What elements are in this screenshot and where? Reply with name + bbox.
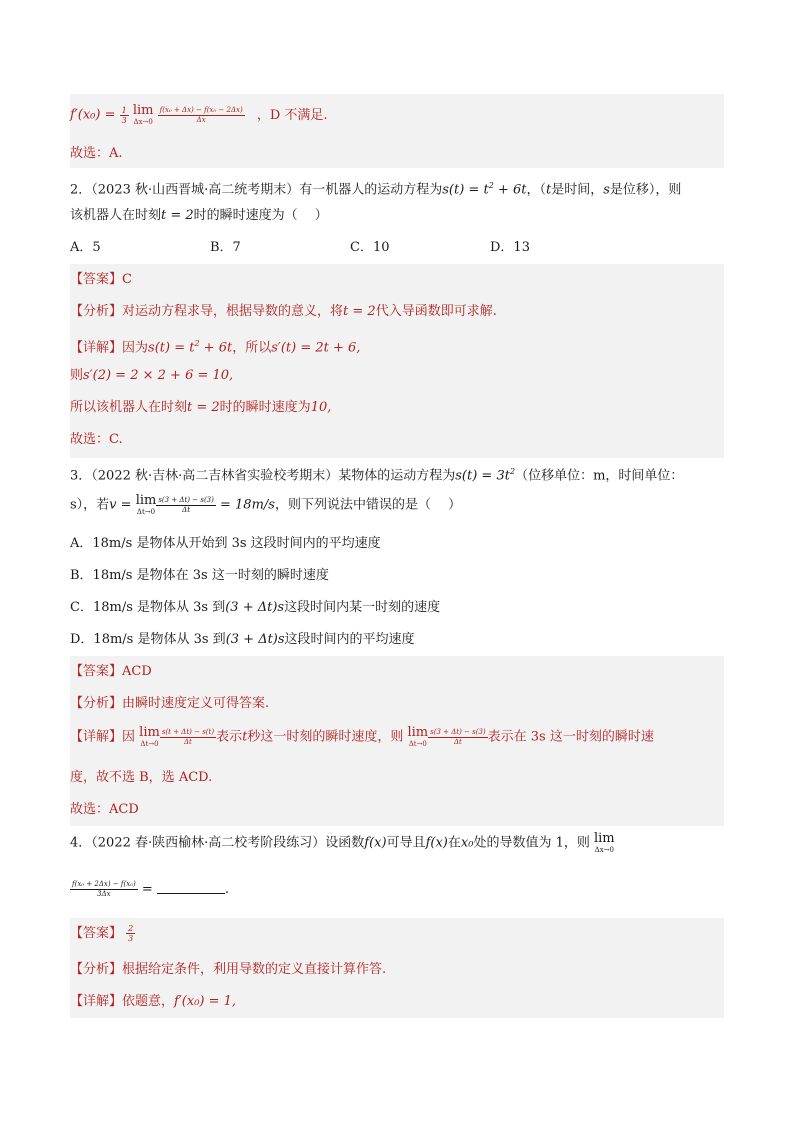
q2-option-c[interactable]: C．10 <box>350 240 390 255</box>
q3-stem-line2: s），若v = lim Δt→0 $\frac{s(3 + \Delta t) - s(3)}{\Delta t}$ = 18m/s，则下列说法中错误的是（ ） <box>70 493 462 516</box>
solution-shade-q2 <box>70 264 724 458</box>
frac-q3: $\frac{s(3 + \Delta t) - s(3)}{\Delta t}$ <box>158 495 214 514</box>
q2-detail-3: 所以该机器人在时刻t = 2时的瞬时速度为10, <box>70 400 332 415</box>
frac-q3-detail-b: $\frac{s(3 + \Delta t) - s(3)}{\Delta t}$ <box>430 727 486 746</box>
answer-two-thirds: $\frac{2}{3}$ <box>128 924 134 943</box>
lim-q4: lim Δx→0 <box>593 831 615 854</box>
q3-option-c[interactable]: C．18m/s 是物体从 3s 到(3 + Δt)s这段时间内某一时刻的速度 <box>70 600 441 615</box>
q4-analysis: 【分析】根据给定条件，利用导数的定义直接计算作答. <box>70 962 387 977</box>
q2-option-b[interactable]: B．7 <box>210 240 241 255</box>
q1-formula-line <box>70 104 328 126</box>
q2-conclusion: 故选：C. <box>70 432 123 447</box>
q4-detail-1: 【详解】依题意，f′(x₀) = 1, <box>70 994 237 1009</box>
q3-stem-line1: 3．（2022 秋·吉林·高二吉林省实验校考期末）某物体的运动方程为$s(t) = 3t^2$（位移单位：m，时间单位： <box>70 467 684 484</box>
q1-conclusion: 故选：A. <box>70 146 123 161</box>
lim-q1: lim Δx→0 <box>132 103 154 126</box>
q2-stem-line2: 该机器人在时刻t = 2时的瞬时速度为（ ） <box>70 208 328 223</box>
lim-q3-detail-a: lim Δt→0 <box>139 725 160 748</box>
f-prime-x0: f′(x₀) = <box>70 107 116 123</box>
frac-q3-detail-a: $\frac{s(t + \Delta t) - s(t)}{\Delta t}$ <box>161 727 215 746</box>
q2-options <box>70 238 630 258</box>
lim-q3-detail-b: lim Δt→0 <box>407 725 429 748</box>
q2-detail-2: 则s′(2) = 2 × 2 + 6 = 10, <box>70 368 234 383</box>
frac-q1: $\frac{\text{f(x₀ + Δx) − f(x₀ − 2Δx)}}{\Delta x}$ <box>159 105 243 124</box>
q2-option-d[interactable]: D．13 <box>490 240 530 255</box>
q3-detail-1: 【详解】因 lim Δt→0 $\frac{s(t + \Delta t) - s(t)}{\Delta t}$ 表示t秒这一时刻的瞬时速度，则 lim Δt→0 $\frac{s(3 + \Delta t) - s(3)}{\Delta t}$ 表示在 3s 这一时刻的瞬时速 <box>70 725 654 748</box>
q1-tail-text: ，D 不满足. <box>256 107 328 123</box>
q4-stem-line2: $\frac{\text{f(x₀ + 2Δx) − f(x₀)}}{3\Delta x}$ = . <box>72 880 230 898</box>
q2-answer: 【答案】C <box>70 272 132 287</box>
lim-q3: lim Δt→0 <box>135 493 157 516</box>
one-third: $\frac{1}{3}$ <box>121 105 127 125</box>
q3-option-a[interactable]: A．18m/s 是物体从开始到 3s 这段时间内的平均速度 <box>70 536 381 551</box>
q2-analysis: 【分析】对运动方程求导，根据导数的意义，将t = 2代入导函数即可求解. <box>70 304 497 319</box>
q3-detail-2: 度，故不选 B，选 ACD. <box>70 770 213 785</box>
frac-q4: $\frac{\text{f(x₀ + 2Δx) − f(x₀)}}{3\Delta x}$ <box>72 880 136 898</box>
q3-option-d[interactable]: D．18m/s 是物体从 3s 到(3 + Δt)s这段时间内的平均速度 <box>70 632 415 647</box>
q2-stem-line1: 2．（2023 秋·山西晋城·高二统考期末）有一机器人的运动方程为$s(t) = t^2 + 6t$，（t是时间，s是位移），则 <box>70 181 682 198</box>
q2-detail-1: 【详解】因为$s(t) = t^2 + 6t$，所以s′(t) = 2t + 6, <box>70 339 361 356</box>
q3-conclusion: 故选：ACD <box>70 802 139 817</box>
q3-answer: 【答案】ACD <box>70 664 152 679</box>
q3-analysis: 【分析】由瞬时速度定义可得答案. <box>70 696 270 711</box>
q2-option-a[interactable]: A．5 <box>70 240 101 255</box>
q4-answer: 【答案】 $\frac{2}{3}$ <box>70 924 134 943</box>
q3-option-b[interactable]: B．18m/s 是物体在 3s 这一时刻的瞬时速度 <box>70 568 329 583</box>
answer-blank[interactable] <box>157 881 225 894</box>
q4-stem-line1: 4．（2022 春·陕西榆林·高二校考阶段练习）设函数f(x)可导且f(x)在x₀处的导数值为 1，则 lim Δx→0 <box>70 831 615 854</box>
